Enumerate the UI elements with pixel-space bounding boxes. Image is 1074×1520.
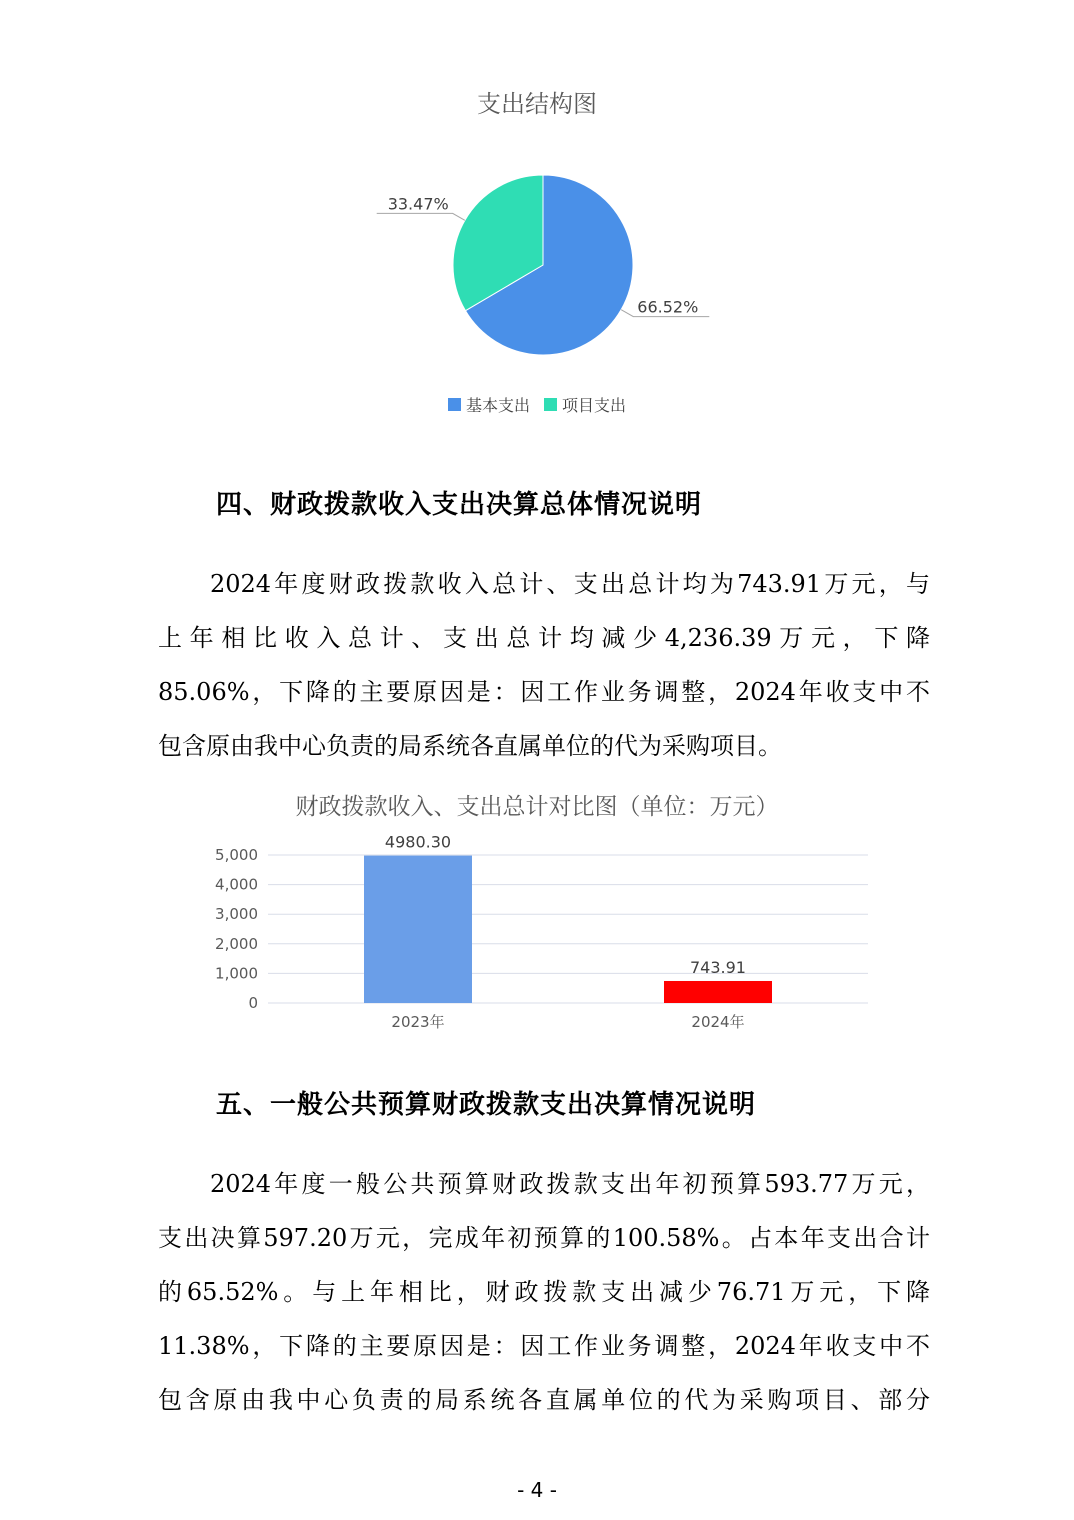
pie-leader-line <box>377 213 465 220</box>
y-tick-label: 0 <box>248 994 258 1012</box>
paragraph-line: 上年相比收入总计、支出总计均减少4,236.39万元，下降 <box>158 624 930 652</box>
legend-item-project <box>544 393 626 416</box>
paragraph-line: 2024年度财政拨款收入总计、支出总计均为743.91万元，与 <box>210 570 930 598</box>
section-4-paragraph <box>158 557 930 773</box>
paragraph-line: 包含原由我中心负责的局系统各直属单位的代为采购项目、部分 <box>158 1386 930 1414</box>
paragraph-line: 包含原由我中心负责的局系统各直属单位的代为采购项目。 <box>158 732 782 760</box>
paragraph-line: 11.38%，下降的主要原因是：因工作业务调整，2024年收支中不 <box>158 1332 930 1360</box>
legend-label-basic: 基本支出 <box>465 396 530 415</box>
legend-swatch-basic <box>448 398 461 411</box>
bar <box>364 856 472 1003</box>
pie-data-label: 66.52% <box>637 297 699 317</box>
paragraph-line: 支出决算597.20万元，完成年初预算的100.58%。占本年支出合计 <box>158 1224 930 1252</box>
paragraph-line: 的65.52%。与上年相比，财政拨款支出减少76.71万元，下降 <box>158 1278 930 1306</box>
bar-chart <box>0 820 1074 1040</box>
section-heading-4: 四、财政拨款收入支出决算总体情况说明 <box>216 490 703 520</box>
legend-item-basic <box>448 393 530 416</box>
y-tick-label: 5,000 <box>215 846 258 864</box>
y-tick-label: 1,000 <box>215 964 258 983</box>
pie-chart <box>0 150 1074 530</box>
bar-data-label: 4980.30 <box>384 832 452 852</box>
pie-chart-title: 支出结构图 <box>477 90 597 118</box>
x-tick-label: 2023年 <box>391 1013 445 1031</box>
section-5-paragraph <box>158 1157 930 1427</box>
bar-chart-title: 财政拨款收入、支出总计对比图（单位：万元） <box>295 794 779 820</box>
paragraph-line: 85.06%，下降的主要原因是：因工作业务调整，2024年收支中不 <box>158 678 930 706</box>
paragraph-line: 2024年度一般公共预算财政拨款支出年初预算593.77万元， <box>210 1170 930 1198</box>
legend-swatch-project <box>544 398 557 411</box>
pie-legend <box>0 393 1074 416</box>
legend-label-project: 项目支出 <box>562 396 627 415</box>
bar <box>664 981 772 1003</box>
y-tick-label: 3,000 <box>215 905 258 924</box>
bar-data-label: 743.91 <box>690 957 746 977</box>
section-heading-5: 五、一般公共预算财政拨款支出决算情况说明 <box>216 1090 757 1120</box>
y-tick-label: 2,000 <box>215 934 258 953</box>
page-number: - 4 - <box>517 1478 557 1502</box>
y-tick-label: 4,000 <box>215 875 258 894</box>
x-tick-label: 2024年 <box>691 1013 745 1031</box>
pie-data-label: 33.47% <box>387 194 449 214</box>
